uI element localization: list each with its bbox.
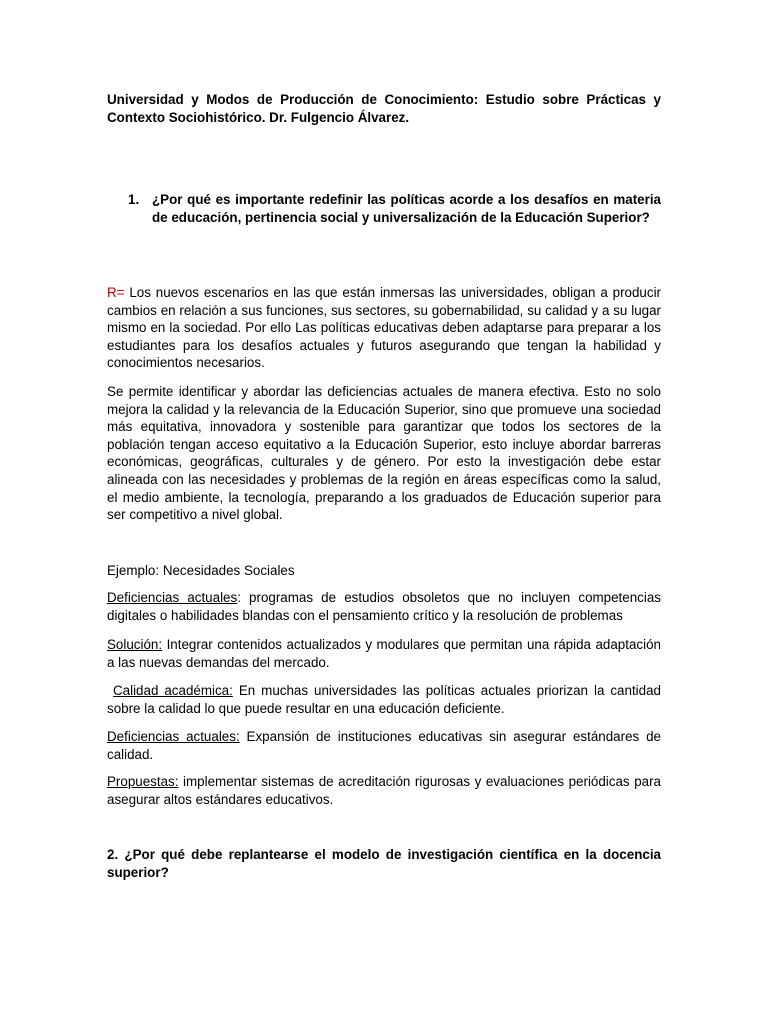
item-solucion-label: Solución: — [107, 637, 163, 652]
item-solucion — [107, 636, 661, 671]
item-deficiencias-1-text: : programas de estudios obsoletos que no incluyen competencias digitales o habilidades blandas con el pensamiento crítico y la resolución de problemas — [107, 590, 661, 623]
document-title: Universidad y Modos de Producción de Conocimiento: Estudio sobre Prácticas y Contexto Sociohistórico. Dr. Fulgencio Álvarez. — [107, 92, 661, 125]
answer-label: R= — [107, 285, 125, 300]
question-1-text: ¿Por qué es importante redefinir las políticas acorde a los desafíos en materia de educación, pertinencia social y universalización de la Educación Superior? — [152, 192, 661, 225]
item-propuestas — [107, 773, 661, 808]
item-calidad-text: En muchas universidades las políticas actuales priorizan la cantidad sobre la calidad lo que puede resultar en una educación deficiente. — [107, 683, 661, 716]
item-deficiencias-2-label: Deficiencias actuales: — [107, 729, 240, 744]
item-calidad-label: Calidad académica: — [112, 683, 233, 698]
answer-paragraph-1 — [107, 284, 661, 372]
question-2: 2. ¿Por qué debe replantearse el modelo de investigación científica en la docencia superior? — [107, 847, 661, 880]
example-heading: Ejemplo: Necesidades Sociales — [107, 563, 295, 578]
answer-paragraph-1-text: Los nuevos escenarios en las que están inmersas las universidades, obligan a producir cambios en relación a sus funciones, sus sectores, su gobernabilidad, su calidad y a su lugar mismo en la sociedad. Por ello Las políticas educativas deben adaptarse para preparar a los estudiantes para los desafíos actuales y futuros asegurando que tengan la habilidad y conocimientos necesarios. — [107, 285, 661, 371]
item-propuestas-label: Propuestas: — [107, 774, 179, 789]
question-1 — [128, 191, 661, 227]
answer-paragraph-2: Se permite identificar y abordar las deficiencias actuales de manera efectiva. Esto no solo mejora la calidad y la relevancia de la Educación Superior, sino que promueve una sociedad más equitativa, innovadora y sostenible para garantizar que todos los sectores de la población tengan acceso equitativo a la Educación Superior, esto incluye abordar barreras económicas, geográficas, culturales y de género. Por esto la investigación debe estar alineada con las necesidades y problemas de la región en áreas específicas como la salud, el medio ambiente, la tecnología, preparando a los graduados de Educación superior para ser competitivo a nivel global. — [107, 384, 661, 523]
question-1-number: 1. — [128, 192, 140, 207]
item-calidad — [107, 682, 661, 717]
item-solucion-text: Integrar contenidos actualizados y modulares que permitan una rápida adaptación a las nuevas demandas del mercado. — [107, 637, 661, 670]
item-propuestas-text: implementar sistemas de acreditación rigurosas y evaluaciones periódicas para asegurar altos estándares educativos. — [107, 774, 661, 807]
item-deficiencias-2-text: Expansión de instituciones educativas sin asegurar estándares de calidad. — [107, 729, 661, 762]
item-deficiencias-1-label: Deficiencias actuales — [107, 590, 238, 605]
item-deficiencias-1 — [107, 589, 661, 624]
item-deficiencias-2 — [107, 728, 661, 763]
